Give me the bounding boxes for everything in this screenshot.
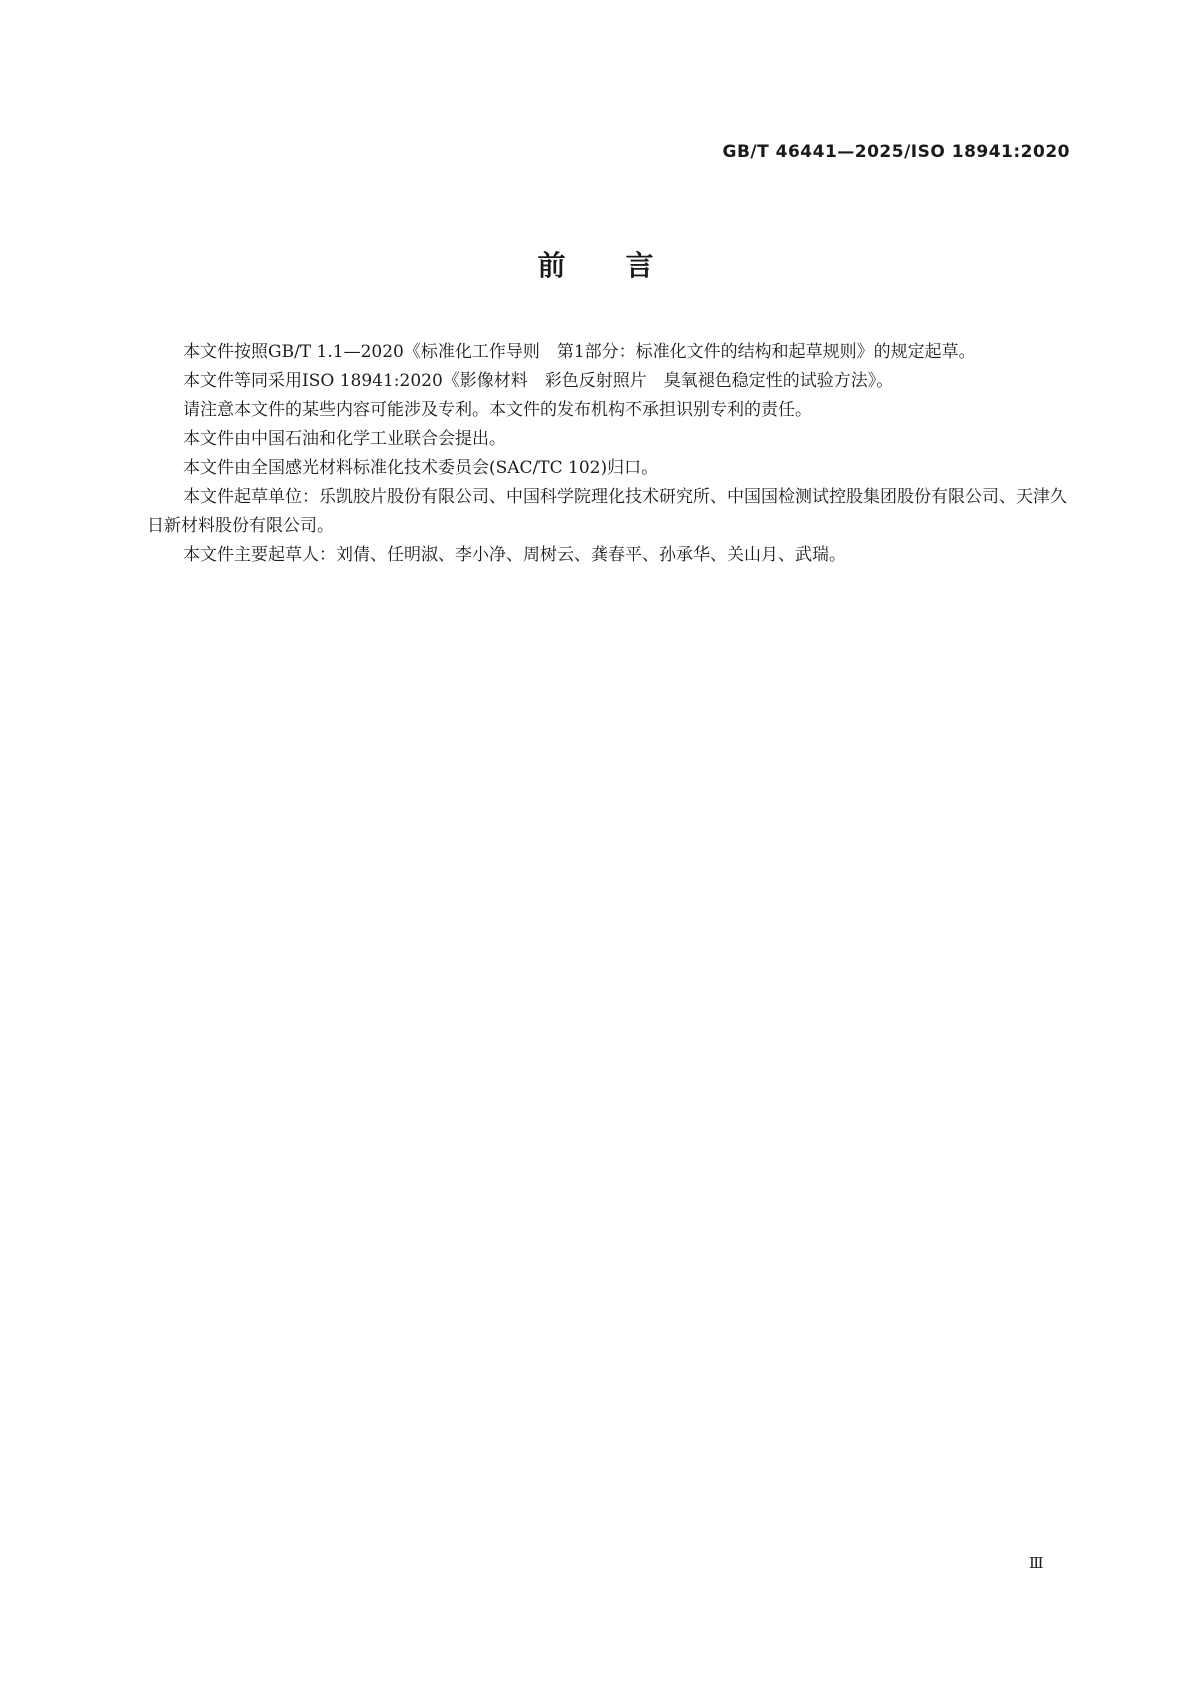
paragraph-patent-notice: 请注意本文件的某些内容可能涉及专利。本文件的发布机构不承担识别专利的责任。 — [183, 400, 812, 420]
paragraph-administrator: 本文件由全国感光材料标准化技术委员会(SAC/TC 102)归口。 — [183, 458, 659, 478]
paragraph-adoption: 本文件等同采用ISO 18941:2020《影像材料 彩色反射照片 臭氧褪色稳定性的试验方法》。 — [183, 371, 894, 391]
standard-code-header: GB/T 46441—2025/ISO 18941:2020 — [722, 142, 1070, 162]
page-number: Ⅲ — [1029, 1554, 1044, 1572]
page-title: 前言 — [537, 249, 714, 282]
paragraph-drafting-units: 本文件起草单位：乐凯胶片股份有限公司、中国科学院理化技术研究所、中国国检测试控股集团股份有限公司、天津久日新材料股份有限公司。 — [147, 487, 1067, 536]
foreword-body — [147, 338, 1067, 570]
paragraph-proposer: 本文件由中国石油和化学工业联合会提出。 — [183, 429, 506, 449]
paragraph-drafting-rules: 本文件按照GB/T 1.1—2020《标准化工作导则 第1部分：标准化文件的结构和起草规则》的规定起草。 — [183, 342, 976, 362]
paragraph-drafters: 本文件主要起草人：刘倩、任明淑、李小净、周树云、龚春平、孙承华、关山月、武瑞。 — [183, 545, 846, 565]
